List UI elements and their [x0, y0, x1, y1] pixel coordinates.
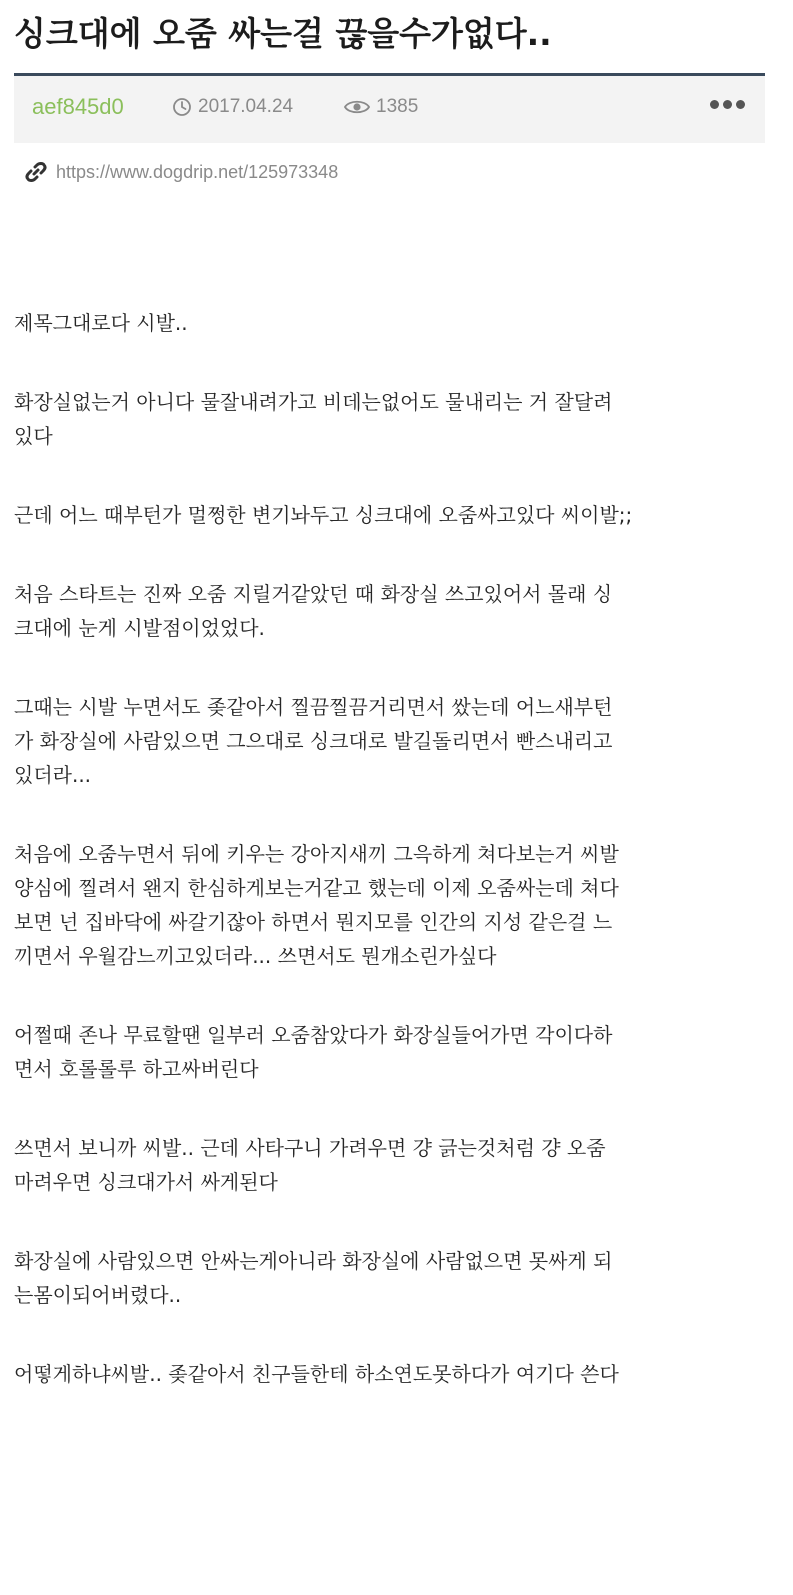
body-paragraph — [14, 690, 784, 792]
body-paragraph — [14, 1357, 784, 1391]
body-paragraph — [14, 1131, 784, 1199]
body-line: 보면 넌 집바닥에 싸갈기잖아 하면서 뭔지모를 인간의 지성 같은걸 느 — [14, 910, 613, 934]
eye-icon — [344, 98, 370, 116]
body-line: 어쩔때 존나 무료할땐 일부러 오줌참았다가 화장실들어가면 각이다하 — [14, 1023, 613, 1047]
post-meta-bar — [14, 73, 765, 143]
body-paragraph — [14, 1244, 784, 1312]
body-line: 제목그대로다 시발.. — [14, 311, 188, 335]
body-paragraph — [14, 837, 784, 973]
clock-icon — [172, 97, 192, 117]
post-date — [172, 96, 293, 118]
body-line: 화장실없는거 아니다 물잘내려가고 비데는없어도 물내리는 거 잘달려 — [14, 390, 613, 414]
body-paragraph — [14, 577, 784, 645]
body-line: 어떻게하냐씨발.. 좆같아서 친구들한테 하소연도못하다가 여기다 쓴다 — [14, 1362, 619, 1386]
body-paragraph — [14, 498, 784, 532]
views-count: 1385 — [376, 96, 419, 117]
body-line: 끼면서 우월감느끼고있더라... 쓰면서도 뭔개소린가싶다 — [14, 944, 497, 968]
body-line: 있더라... — [14, 763, 92, 787]
body-line: 처음 스타트는 진짜 오줌 지릴거같았던 때 화장실 쓰고있어서 몰래 싱 — [14, 582, 613, 606]
date-text: 2017.04.24 — [198, 96, 294, 117]
body-paragraph — [14, 385, 784, 453]
more-options-button[interactable] — [710, 100, 745, 109]
post-views — [344, 96, 418, 118]
post-link-row — [24, 160, 338, 184]
body-line: 마려우면 싱크대가서 싸게된다 — [14, 1170, 278, 1194]
body-line: 처음에 오줌누면서 뒤에 키우는 강아지새끼 그윽하게 쳐다보는거 씨발 — [14, 842, 619, 866]
body-line: 있다 — [14, 424, 53, 448]
body-line: 크대에 눈게 시발점이었었다. — [14, 616, 265, 640]
body-line: 근데 어느 때부턴가 멀쩡한 변기놔두고 싱크대에 오줌싸고있다 씨이발;; — [14, 503, 633, 527]
body-line: 그때는 시발 누면서도 좆같아서 찔끔찔끔거리면서 쌌는데 어느새부턴 — [14, 695, 613, 719]
body-paragraph — [14, 1018, 784, 1086]
body-paragraph — [14, 306, 784, 340]
post-body — [14, 306, 784, 1391]
post-url-link[interactable]: https://www.dogdrip.net/125973348 — [56, 161, 339, 182]
more-dots-icon — [710, 100, 719, 109]
body-line: 쓰면서 보니까 씨발.. 근데 사타구니 가려우면 걍 긁는것처럼 걍 오줌 — [14, 1136, 606, 1160]
body-line: 양심에 찔려서 왠지 한심하게보는거같고 했는데 이제 오줌싸는데 쳐다 — [14, 876, 619, 900]
body-line: 가 화장실에 사람있으면 그으대로 싱크대로 발길돌리면서 빤스내리고 — [14, 729, 613, 753]
link-icon — [24, 160, 48, 184]
body-line: 화장실에 사람있으면 안싸는게아니라 화장실에 사람없으면 못싸게 되 — [14, 1249, 613, 1273]
body-line: 면서 호롤롤루 하고싸버린다 — [14, 1057, 259, 1081]
body-line: 는몸이되어버렸다.. — [14, 1283, 182, 1307]
author-name[interactable]: aef845d0 — [32, 94, 124, 119]
post-title: 싱크대에 오줌 싸는걸 끊을수가없다.. — [14, 14, 552, 53]
